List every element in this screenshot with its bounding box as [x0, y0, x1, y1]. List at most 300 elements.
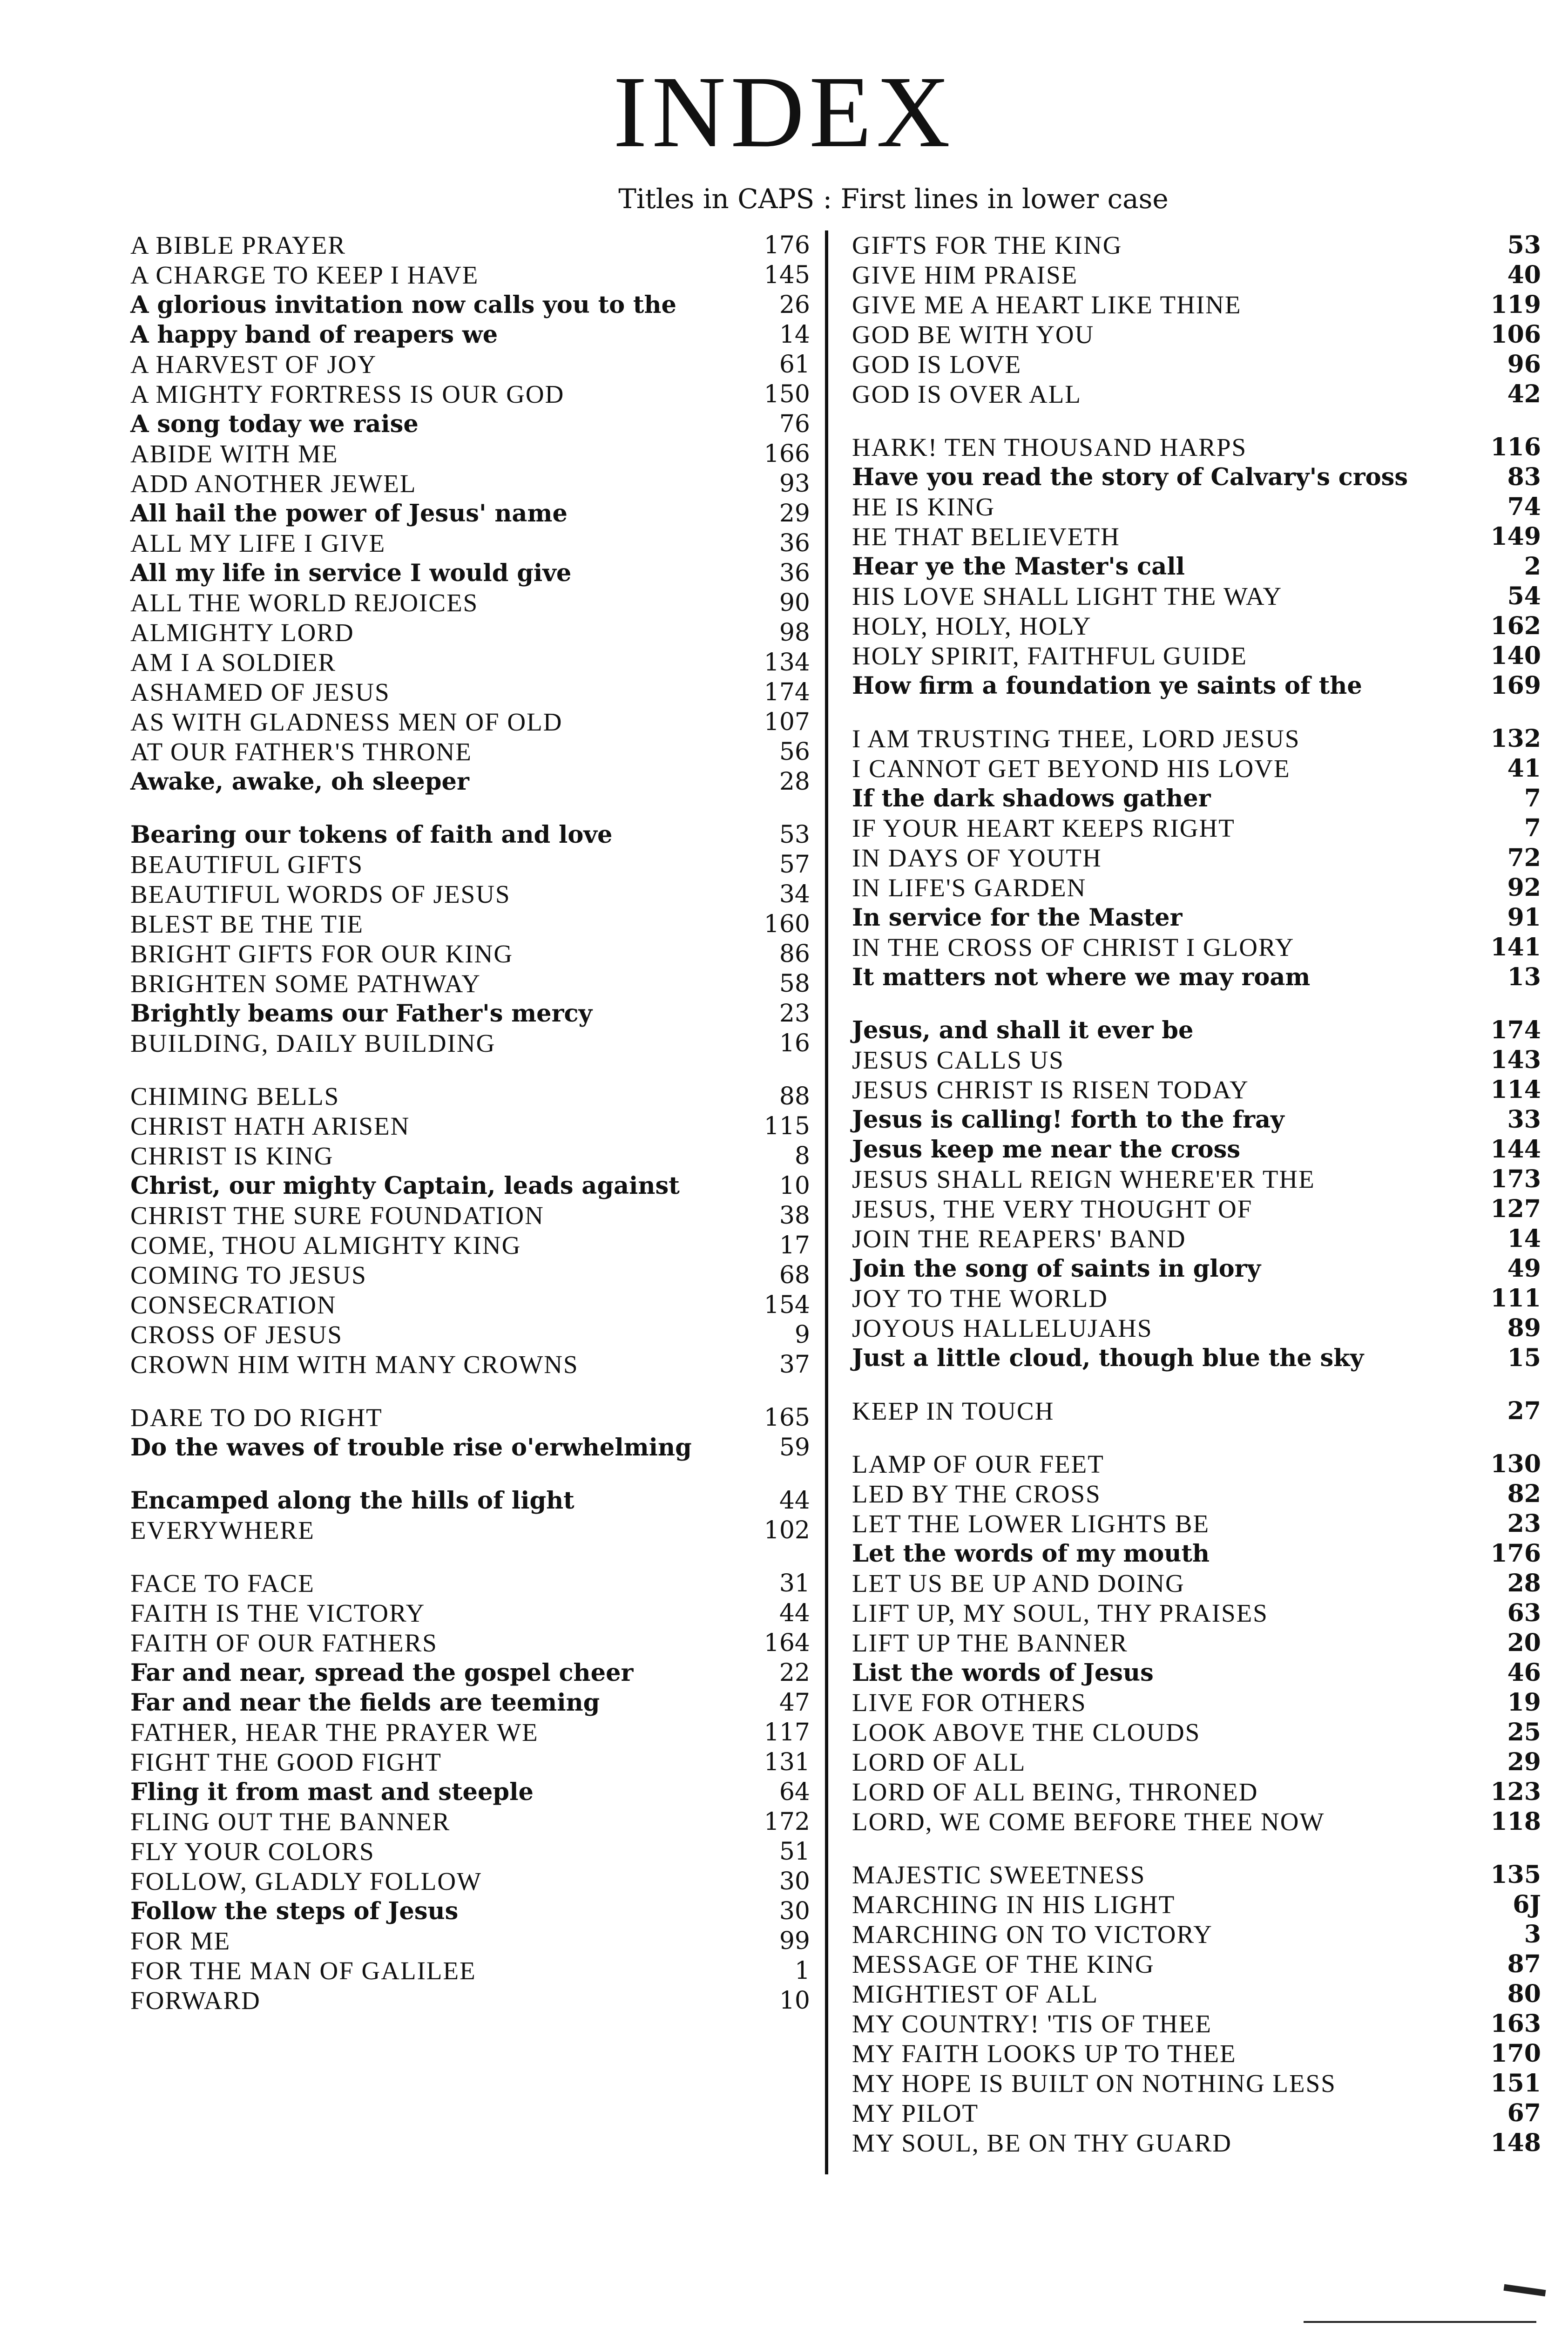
entry-page-number: 130: [1490, 1450, 1541, 1478]
entry-title: COMING TO JESUS: [130, 1261, 367, 1289]
entry-page-number: 27: [1507, 1397, 1541, 1425]
index-entry: [852, 2069, 1541, 2098]
entry-page-number: 49: [1507, 1254, 1541, 1283]
entry-page-number: 163: [1490, 2010, 1541, 2038]
entry-title: HOLY SPIRIT, FAITHFUL GUIDE: [852, 642, 1248, 670]
entry-page-number: 41: [1507, 754, 1541, 783]
index-entry: [852, 522, 1541, 552]
entry-title: CHIMING BELLS: [130, 1082, 340, 1110]
entry-title: FOR ME: [130, 1927, 231, 1955]
index-entry: [130, 1082, 810, 1111]
entry-page-number: 15: [1507, 1344, 1541, 1372]
entry-title: JESUS CALLS US: [852, 1046, 1064, 1074]
entry-title: CONSECRATION: [130, 1291, 337, 1319]
entry-page-number: 59: [779, 1434, 810, 1462]
index-entry: [130, 618, 810, 648]
entry-page-number: 14: [779, 321, 810, 349]
entry-title: BEAUTIFUL WORDS OF JESUS: [130, 880, 511, 908]
entry-title: LORD OF ALL: [852, 1748, 1026, 1776]
entry-title: Brightly beams our Father's mercy: [130, 1000, 593, 1028]
entry-page-number: 154: [764, 1291, 810, 1319]
entry-title: Fling it from mast and steeple: [130, 1778, 534, 1806]
entry-title: All my life in service I would give: [130, 559, 572, 587]
entry-page-number: 169: [1490, 671, 1541, 700]
entry-title: MY COUNTRY! 'TIS OF THEE: [852, 2010, 1212, 2038]
index-entry: [130, 260, 810, 290]
entry-page-number: 107: [764, 708, 810, 736]
entry-page-number: 143: [1490, 1046, 1541, 1074]
index-entry: [852, 379, 1541, 409]
entry-title: JOYOUS HALLELUJAHS: [852, 1314, 1153, 1342]
index-entry: [130, 1926, 810, 1956]
entry-title: Awake, awake, oh sleeper: [130, 768, 469, 796]
index-entry: [852, 320, 1541, 350]
entry-page-number: 150: [764, 380, 810, 408]
entry-title: LIFT UP, MY SOUL, THY PRAISES: [852, 1599, 1268, 1627]
index-entry: [852, 1045, 1541, 1075]
footer-rule: [1304, 2321, 1536, 2323]
index-entry: [852, 671, 1541, 701]
index-entry: [852, 1479, 1541, 1509]
index-entry: [130, 379, 810, 409]
index-entry: [852, 230, 1541, 260]
entry-title: FOLLOW, GLADLY FOLLOW: [130, 1867, 482, 1895]
index-entry: [852, 462, 1541, 492]
entry-title: BLEST BE THE TIE: [130, 910, 364, 938]
entry-page-number: 34: [779, 880, 810, 908]
index-entry: [852, 843, 1541, 873]
index-entry: [852, 1628, 1541, 1658]
entry-title: A glorious invitation now calls you to the: [130, 291, 676, 319]
entry-page-number: 22: [779, 1659, 810, 1687]
entry-page-number: 118: [1490, 1807, 1541, 1836]
entry-title: ABIDE WITH ME: [130, 440, 338, 468]
index-entry: [130, 1837, 810, 1867]
entry-title: Have you read the story of Calvary's cross: [852, 463, 1408, 491]
index-entry: [852, 1254, 1541, 1284]
entry-page-number: 80: [1507, 1980, 1541, 2008]
index-entry: [852, 2039, 1541, 2069]
index-entry: [852, 784, 1541, 813]
entry-page-number: 56: [779, 738, 810, 766]
index-entry: [852, 873, 1541, 903]
index-entry: [130, 1029, 810, 1058]
index-entry: [130, 350, 810, 379]
index-entry: [130, 588, 810, 618]
index-entry: [852, 1569, 1541, 1598]
entry-title: GIVE HIM PRAISE: [852, 261, 1078, 289]
entry-title: IN THE CROSS OF CHRIST I GLORY: [852, 933, 1295, 961]
entry-title: Far and near the fields are teeming: [130, 1689, 600, 1717]
entry-title: DARE TO DO RIGHT: [130, 1403, 383, 1432]
entry-page-number: 116: [1490, 433, 1541, 461]
entry-title: FOR THE MAN OF GALILEE: [130, 1956, 476, 1985]
entry-title: AS WITH GLADNESS MEN OF OLD: [130, 708, 563, 736]
entry-page-number: 28: [1507, 1569, 1541, 1597]
index-entry: [130, 880, 810, 909]
entry-page-number: 36: [779, 559, 810, 587]
index-entry: [130, 1718, 810, 1747]
entry-page-number: 57: [779, 851, 810, 879]
index-entry: [852, 2098, 1541, 2128]
entry-title: FATHER, HEAR THE PRAYER WE: [130, 1718, 539, 1746]
entry-page-number: 23: [1507, 1509, 1541, 1538]
entry-title: MY FAITH LOOKS UP TO THEE: [852, 2039, 1237, 2068]
index-entry: [130, 1290, 810, 1320]
index-entry: [130, 999, 810, 1029]
entry-title: CROSS OF JESUS: [130, 1320, 343, 1349]
index-entry: [130, 469, 810, 499]
entry-title: A CHARGE TO KEEP I HAVE: [130, 261, 479, 289]
index-entry: [852, 1860, 1541, 1890]
index-entry: [852, 1015, 1541, 1045]
index-entry: [130, 1320, 810, 1350]
entry-page-number: 119: [1490, 291, 1541, 319]
entry-page-number: 67: [1507, 2099, 1541, 2127]
index-entry: [130, 1747, 810, 1777]
entry-title: BEAUTIFUL GIFTS: [130, 850, 364, 879]
entry-page-number: 16: [779, 1029, 810, 1057]
entry-page-number: 144: [1490, 1135, 1541, 1164]
entry-page-number: 33: [1507, 1105, 1541, 1134]
entry-title: Bearing our tokens of faith and love: [130, 821, 613, 849]
entry-title: JESUS CHRIST IS RISEN TODAY: [852, 1076, 1249, 1104]
entry-title: List the words of Jesus: [852, 1659, 1154, 1687]
index-entry: [130, 1598, 810, 1628]
entry-title: LIFT UP THE BANNER: [852, 1629, 1128, 1657]
entry-title: JOY TO THE WORLD: [852, 1284, 1108, 1313]
page-corner-mark: [1503, 2284, 1546, 2296]
index-entry: [130, 969, 810, 999]
entry-page-number: 19: [1507, 1688, 1541, 1717]
entry-page-number: 88: [779, 1083, 810, 1110]
index-entry: [130, 528, 810, 558]
entry-page-number: 63: [1507, 1599, 1541, 1627]
entry-page-number: 72: [1507, 844, 1541, 872]
index-entry: [852, 1718, 1541, 1747]
index-entry: [852, 611, 1541, 641]
entry-page-number: 64: [779, 1778, 810, 1806]
entry-page-number: 30: [779, 1897, 810, 1925]
index-entry: [130, 1403, 810, 1433]
index-entry: [130, 1201, 810, 1231]
entry-page-number: 166: [764, 440, 810, 468]
entry-title: FACE TO FACE: [130, 1569, 315, 1597]
index-entry: [852, 1688, 1541, 1718]
entry-title: MAJESTIC SWEETNESS: [852, 1861, 1146, 1889]
entry-title: FAITH OF OUR FATHERS: [130, 1629, 438, 1657]
entry-page-number: 165: [764, 1404, 810, 1432]
entry-page-number: 86: [779, 940, 810, 968]
entry-title: Jesus is calling! forth to the fray: [852, 1106, 1284, 1134]
entry-page-number: 140: [1490, 642, 1541, 670]
entry-title: LET US BE UP AND DOING: [852, 1569, 1185, 1597]
entry-page-number: 1: [794, 1957, 810, 1985]
entry-title: BUILDING, DAILY BUILDING: [130, 1029, 496, 1057]
entry-title: KEEP IN TOUCH: [852, 1397, 1054, 1425]
entry-title: Do the waves of trouble rise o'erwhelming: [130, 1434, 692, 1462]
entry-page-number: 14: [1507, 1225, 1541, 1253]
index-entry: [130, 648, 810, 677]
index-entry: [130, 1516, 810, 1545]
entry-page-number: 176: [1490, 1539, 1541, 1568]
entry-title: HOLY, HOLY, HOLY: [852, 612, 1092, 640]
entry-page-number: 170: [1490, 2039, 1541, 2068]
index-entry: [130, 1867, 810, 1896]
entry-page-number: 20: [1507, 1629, 1541, 1657]
index-entry: [130, 1896, 810, 1926]
entry-title: AT OUR FATHER'S THRONE: [130, 738, 472, 766]
entry-title: I AM TRUSTING THEE, LORD JESUS: [852, 724, 1300, 753]
index-entry: [130, 1986, 810, 2016]
entry-page-number: 53: [1507, 231, 1541, 259]
index-entry: [130, 1569, 810, 1598]
index-entry: [130, 1628, 810, 1658]
entry-title: A HARVEST OF JOY: [130, 350, 377, 379]
entry-title: Hear ye the Master's call: [852, 553, 1185, 581]
entry-page-number: 160: [764, 910, 810, 938]
entry-page-number: 89: [1507, 1314, 1541, 1342]
entry-title: Join the song of saints in glory: [852, 1255, 1261, 1283]
entry-title: BRIGHT GIFTS FOR OUR KING: [130, 940, 514, 968]
entry-title: All hail the power of Jesus' name: [130, 500, 568, 528]
index-entry: [852, 933, 1541, 962]
index-entry: [130, 230, 810, 260]
entry-page-number: 53: [779, 821, 810, 849]
entry-page-number: 25: [1507, 1718, 1541, 1746]
index-entry: [852, 1539, 1541, 1569]
index-subtitle: Titles in CAPS : First lines in lower case: [618, 183, 1169, 215]
index-entry: [130, 939, 810, 969]
entry-title: A MIGHTY FORTRESS IS OUR GOD: [130, 380, 565, 408]
index-entry: [852, 290, 1541, 320]
index-entry: [852, 1949, 1541, 1979]
entry-title: A BIBLE PRAYER: [130, 231, 346, 259]
entry-page-number: 68: [779, 1261, 810, 1289]
entry-page-number: 149: [1490, 522, 1541, 551]
entry-page-number: 145: [764, 261, 810, 289]
entry-page-number: 40: [1507, 261, 1541, 289]
entry-title: JESUS, THE VERY THOUGHT OF: [852, 1195, 1253, 1223]
entry-page-number: 54: [1507, 582, 1541, 610]
entry-title: HIS LOVE SHALL LIGHT THE WAY: [852, 582, 1283, 610]
entry-page-number: 10: [779, 1987, 810, 2015]
index-entry: [130, 909, 810, 939]
index-entry: [130, 1486, 810, 1516]
entry-page-number: 127: [1490, 1195, 1541, 1223]
entry-title: GOD IS OVER ALL: [852, 380, 1081, 408]
entry-title: MY PILOT: [852, 2099, 979, 2127]
index-entry: [852, 1194, 1541, 1224]
index-entry: [852, 1164, 1541, 1194]
index-entry: [130, 439, 810, 469]
entry-title: Encamped along the hills of light: [130, 1487, 574, 1515]
entry-page-number: 164: [764, 1629, 810, 1657]
entry-title: EVERYWHERE: [130, 1516, 315, 1544]
entry-page-number: 99: [779, 1927, 810, 1955]
entry-page-number: 47: [779, 1689, 810, 1717]
entry-page-number: 134: [764, 649, 810, 677]
index-entry: [852, 1396, 1541, 1426]
index-column-left: [130, 230, 810, 2016]
entry-title: ADD ANOTHER JEWEL: [130, 469, 417, 498]
entry-title: HE IS KING: [852, 493, 995, 521]
entry-title: HARK! TEN THOUSAND HARPS: [852, 433, 1247, 461]
entry-page-number: 82: [1507, 1480, 1541, 1508]
entry-page-number: 148: [1490, 2129, 1541, 2157]
entry-title: GOD IS LOVE: [852, 350, 1022, 379]
entry-page-number: 93: [779, 470, 810, 498]
index-entry: [130, 1956, 810, 1986]
entry-page-number: 135: [1490, 1861, 1541, 1889]
entry-title: FLING OUT THE BANNER: [130, 1807, 451, 1836]
entry-page-number: 3: [1524, 1920, 1541, 1949]
entry-title: Let the words of my mouth: [852, 1540, 1210, 1568]
index-entry: [130, 290, 810, 320]
index-entry: [852, 1777, 1541, 1807]
index-entry: [852, 1598, 1541, 1628]
entry-page-number: 23: [779, 1000, 810, 1028]
entry-title: MY HOPE IS BUILT ON NOTHING LESS: [852, 2069, 1336, 2098]
entry-page-number: 92: [1507, 873, 1541, 902]
entry-page-number: 115: [764, 1112, 810, 1140]
entry-title: AM I A SOLDIER: [130, 648, 337, 677]
entry-title: A happy band of reapers we: [130, 321, 498, 349]
entry-title: Follow the steps of Jesus: [130, 1897, 459, 1925]
entry-page-number: 58: [779, 970, 810, 998]
entry-title: I CANNOT GET BEYOND HIS LOVE: [852, 754, 1291, 783]
column-divider: [825, 230, 828, 2174]
entry-title: LET THE LOWER LIGHTS BE: [852, 1509, 1210, 1538]
entry-page-number: 30: [779, 1868, 810, 1895]
entry-title: MARCHING ON TO VICTORY: [852, 1920, 1213, 1949]
entry-page-number: 42: [1507, 380, 1541, 408]
entry-page-number: 29: [1507, 1748, 1541, 1776]
index-entry: [130, 320, 810, 350]
entry-title: GIVE ME A HEART LIKE THINE: [852, 291, 1242, 319]
index-entry: [130, 850, 810, 880]
entry-title: MARCHING IN HIS LIGHT: [852, 1890, 1176, 1919]
entry-title: FORWARD: [130, 1986, 261, 2015]
entry-page-number: 111: [1490, 1284, 1541, 1313]
index-entry: [130, 1350, 810, 1380]
index-entry: [130, 1231, 810, 1260]
index-entry: [852, 1284, 1541, 1313]
entry-page-number: 37: [779, 1351, 810, 1379]
index-entry: [852, 1509, 1541, 1539]
index-entry: [852, 1920, 1541, 1949]
index-entry: [852, 1890, 1541, 1920]
entry-title: CHRIST IS KING: [130, 1142, 334, 1170]
entry-page-number: 176: [764, 231, 810, 259]
entry-title: Christ, our mighty Captain, leads against: [130, 1172, 680, 1200]
entry-page-number: 6J: [1513, 1890, 1541, 1919]
index-entry: [852, 1747, 1541, 1777]
entry-title: Jesus keep me near the cross: [852, 1136, 1241, 1164]
entry-page-number: 106: [1490, 320, 1541, 349]
entry-page-number: 46: [1507, 1658, 1541, 1687]
entry-page-number: 87: [1507, 1950, 1541, 1978]
entry-title: LOOK ABOVE THE CLOUDS: [852, 1718, 1201, 1746]
index-entry: [130, 1777, 810, 1807]
entry-page-number: 173: [1490, 1165, 1541, 1193]
index-entry: [852, 1343, 1541, 1373]
entry-title: ASHAMED OF JESUS: [130, 678, 390, 706]
entry-title: Jesus, and shall it ever be: [852, 1016, 1194, 1044]
index-entry: [130, 677, 810, 707]
entry-page-number: 91: [1507, 903, 1541, 932]
index-entry: [852, 754, 1541, 784]
entry-page-number: 151: [1490, 2069, 1541, 2098]
entry-title: IN DAYS OF YOUTH: [852, 844, 1102, 872]
entry-page-number: 162: [1490, 612, 1541, 640]
index-entry: [130, 409, 810, 439]
index-entry: [130, 1171, 810, 1201]
entry-page-number: 114: [1490, 1076, 1541, 1104]
index-entry: [852, 260, 1541, 290]
entry-page-number: 96: [1507, 350, 1541, 379]
index-entry: [130, 1807, 810, 1837]
index-entry: [130, 707, 810, 737]
entry-page-number: 90: [779, 589, 810, 617]
index-entry: [852, 350, 1541, 379]
entry-title: ALMIGHTY LORD: [130, 618, 354, 647]
index-entry: [852, 1807, 1541, 1837]
index-entry: [852, 962, 1541, 992]
entry-title: HE THAT BELIEVETH: [852, 522, 1120, 551]
index-entry: [852, 1313, 1541, 1343]
entry-title: FIGHT THE GOOD FIGHT: [130, 1748, 442, 1776]
entry-title: MIGHTIEST OF ALL: [852, 1980, 1099, 2008]
index-entry: [852, 1449, 1541, 1479]
entry-title: BRIGHTEN SOME PATHWAY: [130, 969, 481, 998]
entry-title: GOD BE WITH YOU: [852, 320, 1095, 349]
entry-title: CROWN HIM WITH MANY CROWNS: [130, 1350, 579, 1379]
entry-title: ALL THE WORLD REJOICES: [130, 589, 479, 617]
entry-page-number: 174: [764, 678, 810, 706]
entry-title: ALL MY LIFE I GIVE: [130, 529, 386, 557]
index-entry: [852, 552, 1541, 582]
index-entry: [852, 1224, 1541, 1254]
entry-page-number: 26: [779, 291, 810, 319]
entry-title: Far and near, spread the gospel cheer: [130, 1659, 634, 1687]
entry-title: JOIN THE REAPERS' BAND: [852, 1225, 1186, 1253]
entry-title: LIVE FOR OTHERS: [852, 1688, 1087, 1717]
index-entry: [852, 2009, 1541, 2039]
entry-title: In service for the Master: [852, 904, 1183, 932]
entry-page-number: 44: [779, 1487, 810, 1515]
index-entry: [852, 724, 1541, 754]
index-entry: [852, 433, 1541, 462]
entry-title: IF YOUR HEART KEEPS RIGHT: [852, 814, 1235, 842]
index-entry: [852, 813, 1541, 843]
index-entry: [852, 1658, 1541, 1688]
entry-page-number: 38: [779, 1202, 810, 1230]
entry-title: COME, THOU ALMIGHTY KING: [130, 1231, 521, 1259]
index-entry: [130, 1433, 810, 1462]
entry-title: CHRIST THE SURE FOUNDATION: [130, 1201, 544, 1230]
entry-page-number: 141: [1490, 933, 1541, 961]
index-entry: [130, 820, 810, 850]
entry-page-number: 61: [779, 351, 810, 379]
index-entry: [852, 2128, 1541, 2158]
entry-page-number: 172: [764, 1808, 810, 1836]
entry-page-number: 76: [779, 410, 810, 438]
entry-page-number: 74: [1507, 493, 1541, 521]
index-entry: [130, 737, 810, 767]
entry-title: FLY YOUR COLORS: [130, 1837, 375, 1866]
index-entry: [852, 1979, 1541, 2009]
